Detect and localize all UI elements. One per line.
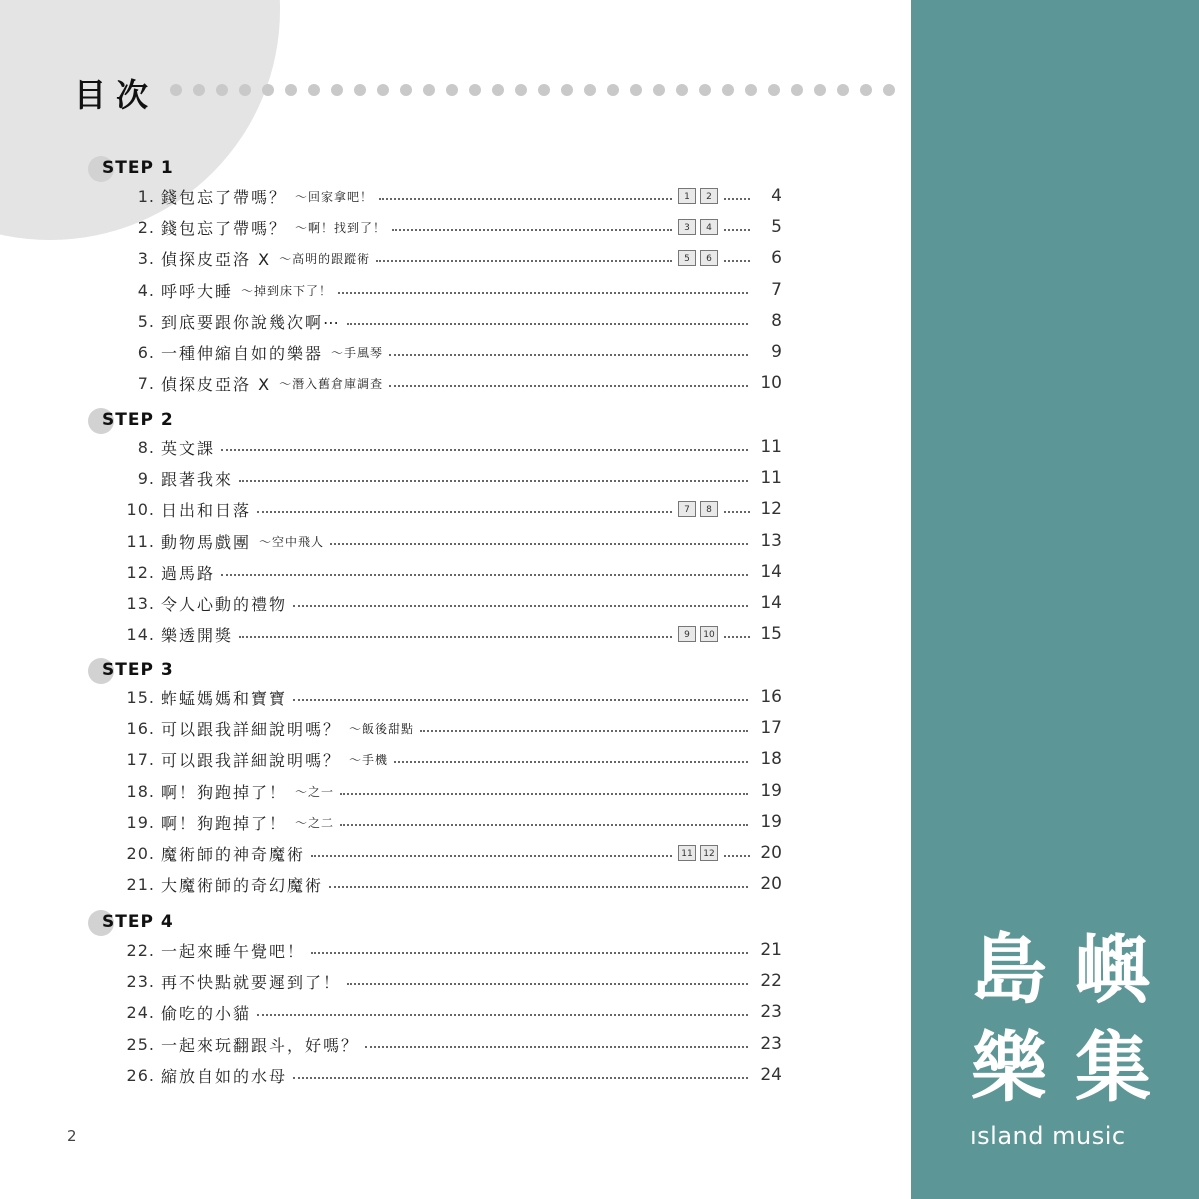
toc-entry-title: 可以跟我詳細說明嗎？ <box>161 750 342 770</box>
dot-leader <box>420 730 748 732</box>
track-number-badge: 1 <box>678 188 696 204</box>
title-dot <box>515 84 527 96</box>
track-badges <box>678 626 718 642</box>
dot-leader <box>389 354 748 356</box>
step-heading-label: STEP 1 <box>102 158 174 178</box>
page-number: 2 <box>67 1127 77 1145</box>
dot-leader <box>394 761 748 763</box>
toc-entry-subtitle: ～啊！找到了！ <box>295 220 387 235</box>
dot-leader <box>311 952 748 954</box>
toc-entry-subtitle: ～之一 <box>295 784 335 799</box>
dot-leader <box>293 699 748 701</box>
title-dot <box>538 84 550 96</box>
toc-entry-page: 4 <box>771 186 782 206</box>
toc-entry-page: 8 <box>771 311 782 331</box>
logo-char: 集 <box>1075 1023 1151 1112</box>
track-number-badge: 10 <box>700 626 718 642</box>
step-heading-label: STEP 4 <box>102 912 174 932</box>
track-number-badge: 11 <box>678 845 696 861</box>
title-dot <box>561 84 573 96</box>
toc-entry-number: 14. <box>126 624 155 644</box>
toc-entry[interactable] <box>100 685 782 709</box>
toc-entry-page: 12 <box>760 499 782 519</box>
track-number-badge: 12 <box>700 845 718 861</box>
title-dot <box>216 84 228 96</box>
toc-entry[interactable] <box>100 309 782 333</box>
toc-entry-page: 21 <box>760 940 782 960</box>
toc-entry-title: 一種伸縮自如的樂器 <box>161 343 324 363</box>
toc-entry-number: 18. <box>126 781 155 801</box>
toc-entry-subtitle: ～之二 <box>295 815 335 830</box>
toc-entry-title: 動物馬戲團 <box>161 532 252 552</box>
toc-entry-number: 19. <box>126 812 155 832</box>
title-dot <box>607 84 619 96</box>
title-dot <box>860 84 872 96</box>
toc-entry-number: 24. <box>126 1002 155 1022</box>
title-dot <box>308 84 320 96</box>
dot-leader <box>293 605 748 607</box>
title-dot <box>837 84 849 96</box>
toc-entry-number: 1. <box>137 186 155 206</box>
dot-leader <box>347 983 748 985</box>
toc-entry-number: 15. <box>126 687 155 707</box>
dot-leader <box>330 543 748 545</box>
title-dot <box>791 84 803 96</box>
toc-entry-page: 11 <box>760 437 782 457</box>
title-dot <box>492 84 504 96</box>
toc-entry-page: 18 <box>760 749 782 769</box>
toc-entry-page: 17 <box>760 718 782 738</box>
toc-entry[interactable] <box>100 529 782 553</box>
toc-entry-subtitle: ～回家拿吧！ <box>295 189 374 204</box>
toc-entry-title: 偵探皮亞洛 X <box>161 374 272 394</box>
title-dot <box>377 84 389 96</box>
toc-entry-number: 9. <box>137 468 155 488</box>
toc-entry-page: 16 <box>760 687 782 707</box>
track-number-badge: 7 <box>678 501 696 517</box>
toc-entry-page: 7 <box>771 280 782 300</box>
dot-leader <box>311 855 672 857</box>
title-dot <box>722 84 734 96</box>
dot-leader <box>340 824 748 826</box>
toc-entry-subtitle: ～潛入舊倉庫調查 <box>279 376 384 391</box>
dot-leader <box>365 1046 748 1048</box>
toc-entry[interactable] <box>100 779 782 803</box>
toc-entry-number: 22. <box>126 940 155 960</box>
title-dot <box>768 84 780 96</box>
title-dot <box>262 84 274 96</box>
track-badges <box>678 188 718 204</box>
title-dot <box>745 84 757 96</box>
toc-entry-title: 偵探皮亞洛 X <box>161 249 272 269</box>
toc-entry-title: 令人心動的禮物 <box>161 594 288 614</box>
toc-entry-title: 偷吃的小貓 <box>161 1003 252 1023</box>
toc-entry-subtitle: ～飯後甜點 <box>349 721 415 736</box>
toc-entry-title: 一起來玩翻跟斗，好嗎？ <box>161 1035 360 1055</box>
dot-leader <box>724 260 750 262</box>
dot-leader <box>724 229 750 231</box>
title-dot <box>400 84 412 96</box>
dot-leader <box>221 574 748 576</box>
dot-leader <box>257 1014 748 1016</box>
toc-entry-number: 20. <box>126 843 155 863</box>
dot-leader <box>724 198 750 200</box>
dot-leader <box>347 323 748 325</box>
track-number-badge: 9 <box>678 626 696 642</box>
track-badges <box>678 845 718 861</box>
toc-entry[interactable] <box>100 969 782 993</box>
dot-leader <box>392 229 672 231</box>
step-heading-label: STEP 2 <box>102 410 174 430</box>
dot-leader <box>239 480 748 482</box>
toc-entry-page: 14 <box>760 593 782 613</box>
title-dot <box>814 84 826 96</box>
title-dot <box>423 84 435 96</box>
dot-leader <box>340 793 748 795</box>
track-badges <box>678 501 718 517</box>
toc-entry-page: 6 <box>771 248 782 268</box>
step-heading-label: STEP 3 <box>102 660 174 680</box>
title-dot <box>699 84 711 96</box>
toc-entry-number: 12. <box>126 562 155 582</box>
toc-entry-page: 14 <box>760 562 782 582</box>
title-dot <box>676 84 688 96</box>
title-dot <box>239 84 251 96</box>
dot-leader <box>379 198 672 200</box>
toc-entry-title: 大魔術師的奇幻魔術 <box>161 875 324 895</box>
toc-entry[interactable] <box>100 591 782 615</box>
toc-entry-number: 25. <box>126 1034 155 1054</box>
title-dot-leader <box>170 84 910 96</box>
title-dot <box>653 84 665 96</box>
toc-entry[interactable] <box>100 466 782 490</box>
toc-entry-number: 4. <box>137 280 155 300</box>
toc-entry-number: 8. <box>137 437 155 457</box>
toc-entry-number: 10. <box>126 499 155 519</box>
toc-entry-title: 日出和日落 <box>161 500 252 520</box>
toc-entry[interactable] <box>100 716 782 740</box>
toc-entry-page: 22 <box>760 971 782 991</box>
track-number-badge: 2 <box>700 188 718 204</box>
toc-entry-title: 錢包忘了帶嗎？ <box>161 187 288 207</box>
toc-entry-page: 11 <box>760 468 782 488</box>
toc-entry-number: 11. <box>126 531 155 551</box>
dot-leader <box>338 292 748 294</box>
toc-entry-page: 5 <box>771 217 782 237</box>
toc-entry-title: 過馬路 <box>161 563 216 583</box>
toc-entry-number: 17. <box>126 749 155 769</box>
toc-entry[interactable] <box>100 747 782 771</box>
toc-entry[interactable] <box>100 872 782 896</box>
toc-entry-number: 23. <box>126 971 155 991</box>
toc-entry-page: 15 <box>760 624 782 644</box>
title-dot <box>469 84 481 96</box>
track-number-badge: 5 <box>678 250 696 266</box>
dot-leader <box>389 385 748 387</box>
track-number-badge: 6 <box>700 250 718 266</box>
toc-entry-page: 9 <box>771 342 782 362</box>
toc-entry-title: 可以跟我詳細說明嗎？ <box>161 719 342 739</box>
toc-entry-subtitle: ～高明的跟蹤術 <box>279 251 371 266</box>
dot-leader <box>724 636 750 638</box>
dot-leader <box>724 511 750 513</box>
dot-leader <box>257 511 672 513</box>
toc-entry-subtitle: ～手機 <box>349 752 389 767</box>
logo-line-1 <box>966 925 1156 1014</box>
toc-entry-number: 21. <box>126 874 155 894</box>
logo-char: 嶼 <box>1075 925 1151 1014</box>
toc-entry-title: 錢包忘了帶嗎？ <box>161 218 288 238</box>
toc-entry[interactable] <box>100 1032 782 1056</box>
title-dot <box>331 84 343 96</box>
toc-entry-page: 23 <box>760 1002 782 1022</box>
logo-line-2 <box>966 1023 1156 1112</box>
logo-char: 樂 <box>971 1023 1047 1112</box>
track-badges <box>678 219 718 235</box>
toc-entry-number: 6. <box>137 342 155 362</box>
toc-entry[interactable] <box>100 184 782 208</box>
toc-entry-page: 13 <box>760 531 782 551</box>
toc-entry-number: 7. <box>137 373 155 393</box>
toc-entry-subtitle: ～手風琴 <box>331 345 384 360</box>
toc-entry-title: 到底要跟你說幾次啊⋯ <box>161 312 342 332</box>
toc-entry-title: 縮放自如的水母 <box>161 1066 288 1086</box>
title-dot <box>193 84 205 96</box>
dot-leader <box>239 636 672 638</box>
toc-entry-title: 啊！狗跑掉了！ <box>161 782 288 802</box>
toc-entry-page: 10 <box>760 373 782 393</box>
toc-entry[interactable] <box>100 1063 782 1087</box>
toc-entry[interactable] <box>100 622 782 646</box>
toc-entry-page: 20 <box>760 874 782 894</box>
toc-entry[interactable] <box>100 841 782 865</box>
toc-entry-number: 2. <box>137 217 155 237</box>
toc-entry[interactable] <box>100 810 782 834</box>
title-dot <box>584 84 596 96</box>
toc-entry[interactable] <box>100 340 782 364</box>
toc-entry-page: 20 <box>760 843 782 863</box>
toc-entry-title: 呼呼大睡 <box>161 281 234 301</box>
track-number-badge: 3 <box>678 219 696 235</box>
toc-entry-title: 一起來睡午覺吧！ <box>161 941 306 961</box>
toc-entry-page: 24 <box>760 1065 782 1085</box>
dot-leader <box>221 449 748 451</box>
title-dot <box>354 84 366 96</box>
toc-entry-page: 23 <box>760 1034 782 1054</box>
toc-title: 目次 <box>74 76 159 114</box>
track-number-badge: 8 <box>700 501 718 517</box>
toc-entry-page: 19 <box>760 781 782 801</box>
title-dot <box>446 84 458 96</box>
toc-entry-number: 13. <box>126 593 155 613</box>
dot-leader <box>293 1077 748 1079</box>
dot-leader <box>724 855 750 857</box>
logo-subtitle: ısland music <box>970 1122 1126 1150</box>
toc-entry[interactable] <box>100 246 782 270</box>
toc-entry-title: 蚱蜢媽媽和寶寶 <box>161 688 288 708</box>
toc-entry[interactable] <box>100 1000 782 1024</box>
toc-entry-title: 再不快點就要遲到了！ <box>161 972 342 992</box>
toc-entry-title: 英文課 <box>161 438 216 458</box>
track-badges <box>678 250 718 266</box>
side-panel <box>911 0 1199 1199</box>
toc-entry[interactable] <box>100 371 782 395</box>
toc-entry-number: 16. <box>126 718 155 738</box>
toc-entry-number: 3. <box>137 248 155 268</box>
toc-entry[interactable] <box>100 435 782 459</box>
toc-entry-subtitle: ～空中飛人 <box>259 534 325 549</box>
toc-entry[interactable] <box>100 278 782 302</box>
toc-entry-title: 跟著我來 <box>161 469 234 489</box>
toc-entry-page: 19 <box>760 812 782 832</box>
toc-entry[interactable] <box>100 560 782 584</box>
toc-entry[interactable] <box>100 938 782 962</box>
dot-leader <box>376 260 672 262</box>
toc-entry-title: 樂透開獎 <box>161 625 234 645</box>
logo-char: 島 <box>971 925 1047 1014</box>
toc-entry-number: 5. <box>137 311 155 331</box>
toc-entry-subtitle: ～掉到床下了！ <box>241 283 333 298</box>
dot-leader <box>329 886 748 888</box>
title-dot <box>170 84 182 96</box>
title-dot <box>883 84 895 96</box>
toc-entry-number: 26. <box>126 1065 155 1085</box>
toc-entry[interactable] <box>100 215 782 239</box>
toc-entry[interactable] <box>100 497 782 521</box>
toc-entry-title: 魔術師的神奇魔術 <box>161 844 306 864</box>
title-dot <box>285 84 297 96</box>
toc-entry-title: 啊！狗跑掉了！ <box>161 813 288 833</box>
title-dot <box>630 84 642 96</box>
track-number-badge: 4 <box>700 219 718 235</box>
